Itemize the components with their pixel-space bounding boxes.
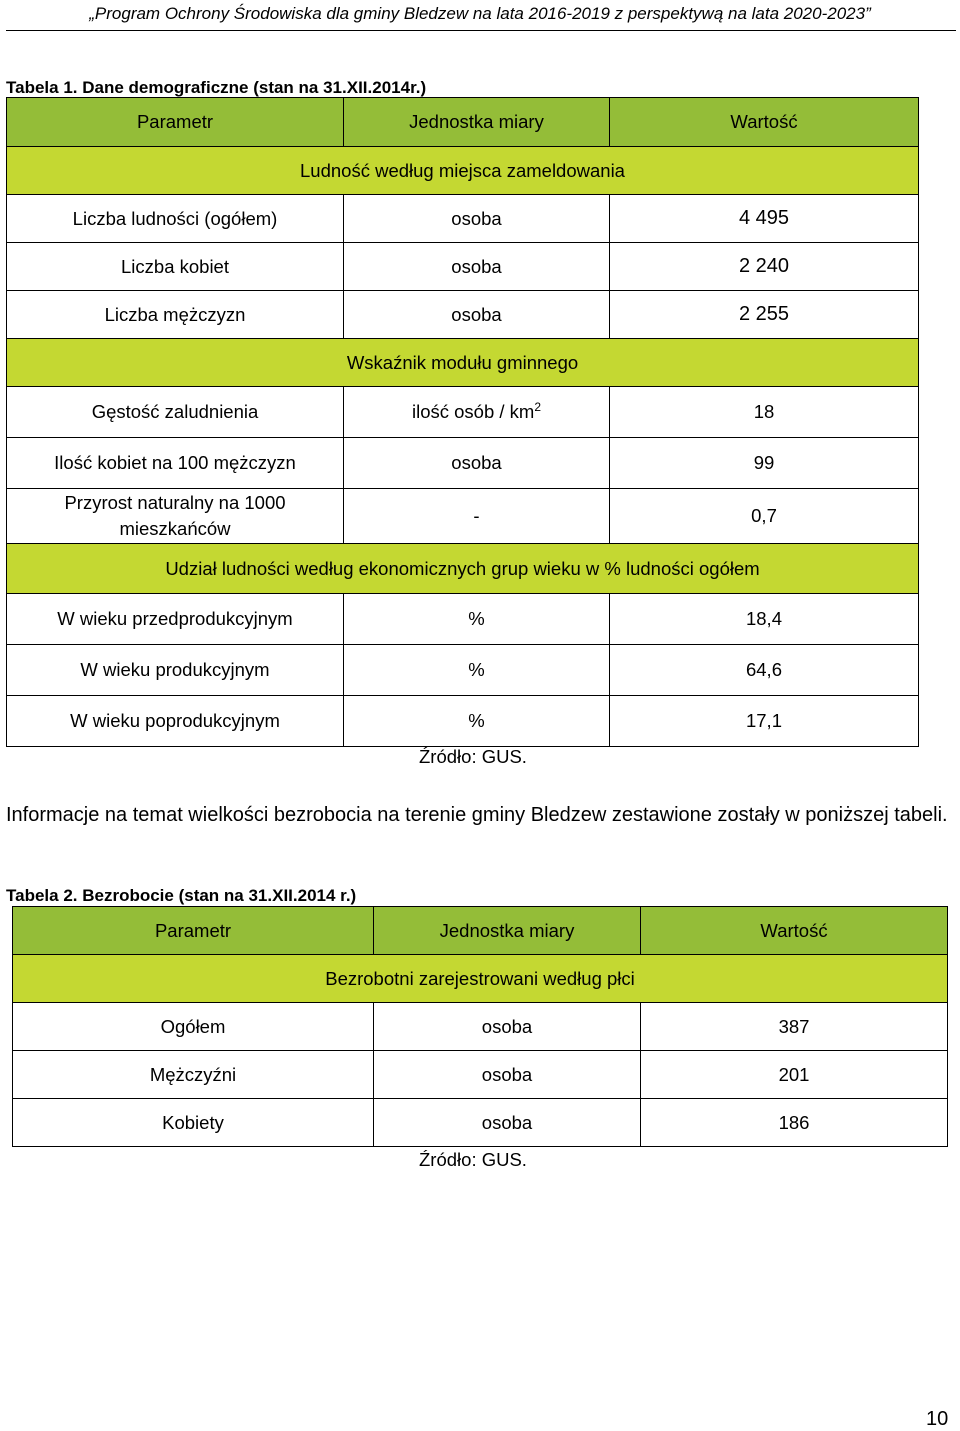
row-value: 4 495 xyxy=(610,195,919,243)
row-value: 17,1 xyxy=(610,696,919,747)
table1-header-wartosc: Wartość xyxy=(610,98,919,147)
row-label: Mężczyźni xyxy=(13,1051,374,1099)
row-label: W wieku poprodukcyjnym xyxy=(7,696,344,747)
row-value: 18,4 xyxy=(610,594,919,645)
table2-header-parametr: Parametr xyxy=(13,907,374,955)
demographics-table xyxy=(6,97,919,747)
table-row xyxy=(7,243,919,291)
table-row xyxy=(7,489,919,544)
row-value: 18 xyxy=(610,387,919,438)
unemployment-table xyxy=(12,906,948,1147)
row-unit: - xyxy=(344,489,610,544)
table2-header-jednostka: Jednostka miary xyxy=(374,907,641,955)
row-unit: osoba xyxy=(374,1051,641,1099)
section-title-bezrobotni: Bezrobotni zarejestrowani według płci xyxy=(13,955,948,1003)
row-label: Gęstość zaludnienia xyxy=(7,387,344,438)
row-label: Ilość kobiet na 100 mężczyzn xyxy=(7,438,344,489)
table1-section-row xyxy=(7,147,919,195)
table-row xyxy=(7,438,919,489)
row-unit: osoba xyxy=(344,438,610,489)
table1-caption: Tabela 1. Dane demograficzne (stan na 31.XII.2014r.) xyxy=(6,78,427,97)
table2-header-wartosc: Wartość xyxy=(641,907,948,955)
row-unit: % xyxy=(344,594,610,645)
row-label: Liczba ludności (ogółem) xyxy=(7,195,344,243)
table1-section-row xyxy=(7,544,919,594)
row-label: W wieku produkcyjnym xyxy=(7,645,344,696)
table1-header-jednostka: Jednostka miary xyxy=(344,98,610,147)
row-value: 186 xyxy=(641,1099,948,1147)
table-row xyxy=(7,594,919,645)
row-value: 201 xyxy=(641,1051,948,1099)
table2-caption: Tabela 2. Bezrobocie (stan na 31.XII.2014 r.) xyxy=(6,886,357,905)
row-label: Liczba kobiet xyxy=(7,243,344,291)
table1-source: Źródło: GUS. xyxy=(419,746,527,767)
header-divider xyxy=(6,30,956,31)
page-number: 10 xyxy=(926,1408,949,1430)
table2-section-row xyxy=(13,955,948,1003)
row-label: Przyrost naturalny na 1000 mieszkańców xyxy=(7,489,344,544)
density-unit: ilość osób / km xyxy=(411,401,535,423)
row-unit: osoba xyxy=(344,195,610,243)
row-label: Liczba mężczyzn xyxy=(7,291,344,339)
row-value: 0,7 xyxy=(610,489,919,544)
table2-header-row xyxy=(13,907,948,955)
row-unit: % xyxy=(344,696,610,747)
table-row xyxy=(13,1003,948,1051)
section-title-grupy-wieku: Udział ludności według ekonomicznych grup wieku w % ludności ogółem xyxy=(7,544,919,594)
row-label: Ogółem xyxy=(13,1003,374,1051)
table1-header-row xyxy=(7,98,919,147)
table-row xyxy=(13,1051,948,1099)
row-unit: osoba xyxy=(374,1099,641,1147)
table-row xyxy=(7,387,919,438)
section-title-zameldowanie: Ludność według miejsca zameldowania xyxy=(7,147,919,195)
table1-header-parametr: Parametr xyxy=(7,98,344,147)
table-row xyxy=(7,291,919,339)
row-value: 2 255 xyxy=(610,291,919,339)
row-unit: osoba xyxy=(344,243,610,291)
row-value: 99 xyxy=(610,438,919,489)
row-value: 387 xyxy=(641,1003,948,1051)
density-unit-superscript: 2 xyxy=(534,400,542,415)
row-label: Kobiety xyxy=(13,1099,374,1147)
table-row xyxy=(13,1099,948,1147)
table-row xyxy=(7,195,919,243)
row-unit: % xyxy=(344,645,610,696)
table1-section-row xyxy=(7,339,919,387)
section-title-wskaznik: Wskaźnik modułu gminnego xyxy=(7,339,919,387)
row-label: W wieku przedprodukcyjnym xyxy=(7,594,344,645)
row-unit: osoba xyxy=(344,291,610,339)
row-unit xyxy=(344,387,610,438)
document-header: „Program Ochrony Środowiska dla gminy Bledzew na lata 2016-2019 z perspektywą na lata 2020-2023” xyxy=(89,4,871,23)
row-value: 64,6 xyxy=(610,645,919,696)
table2-source: Źródło: GUS. xyxy=(419,1149,527,1170)
body-paragraph: Informacje na temat wielkości bezrobocia na terenie gminy Bledzew zestawione zostały w poniższej tabeli. xyxy=(6,804,948,826)
row-unit: osoba xyxy=(374,1003,641,1051)
table-row xyxy=(7,696,919,747)
table-row xyxy=(7,645,919,696)
row-value: 2 240 xyxy=(610,243,919,291)
